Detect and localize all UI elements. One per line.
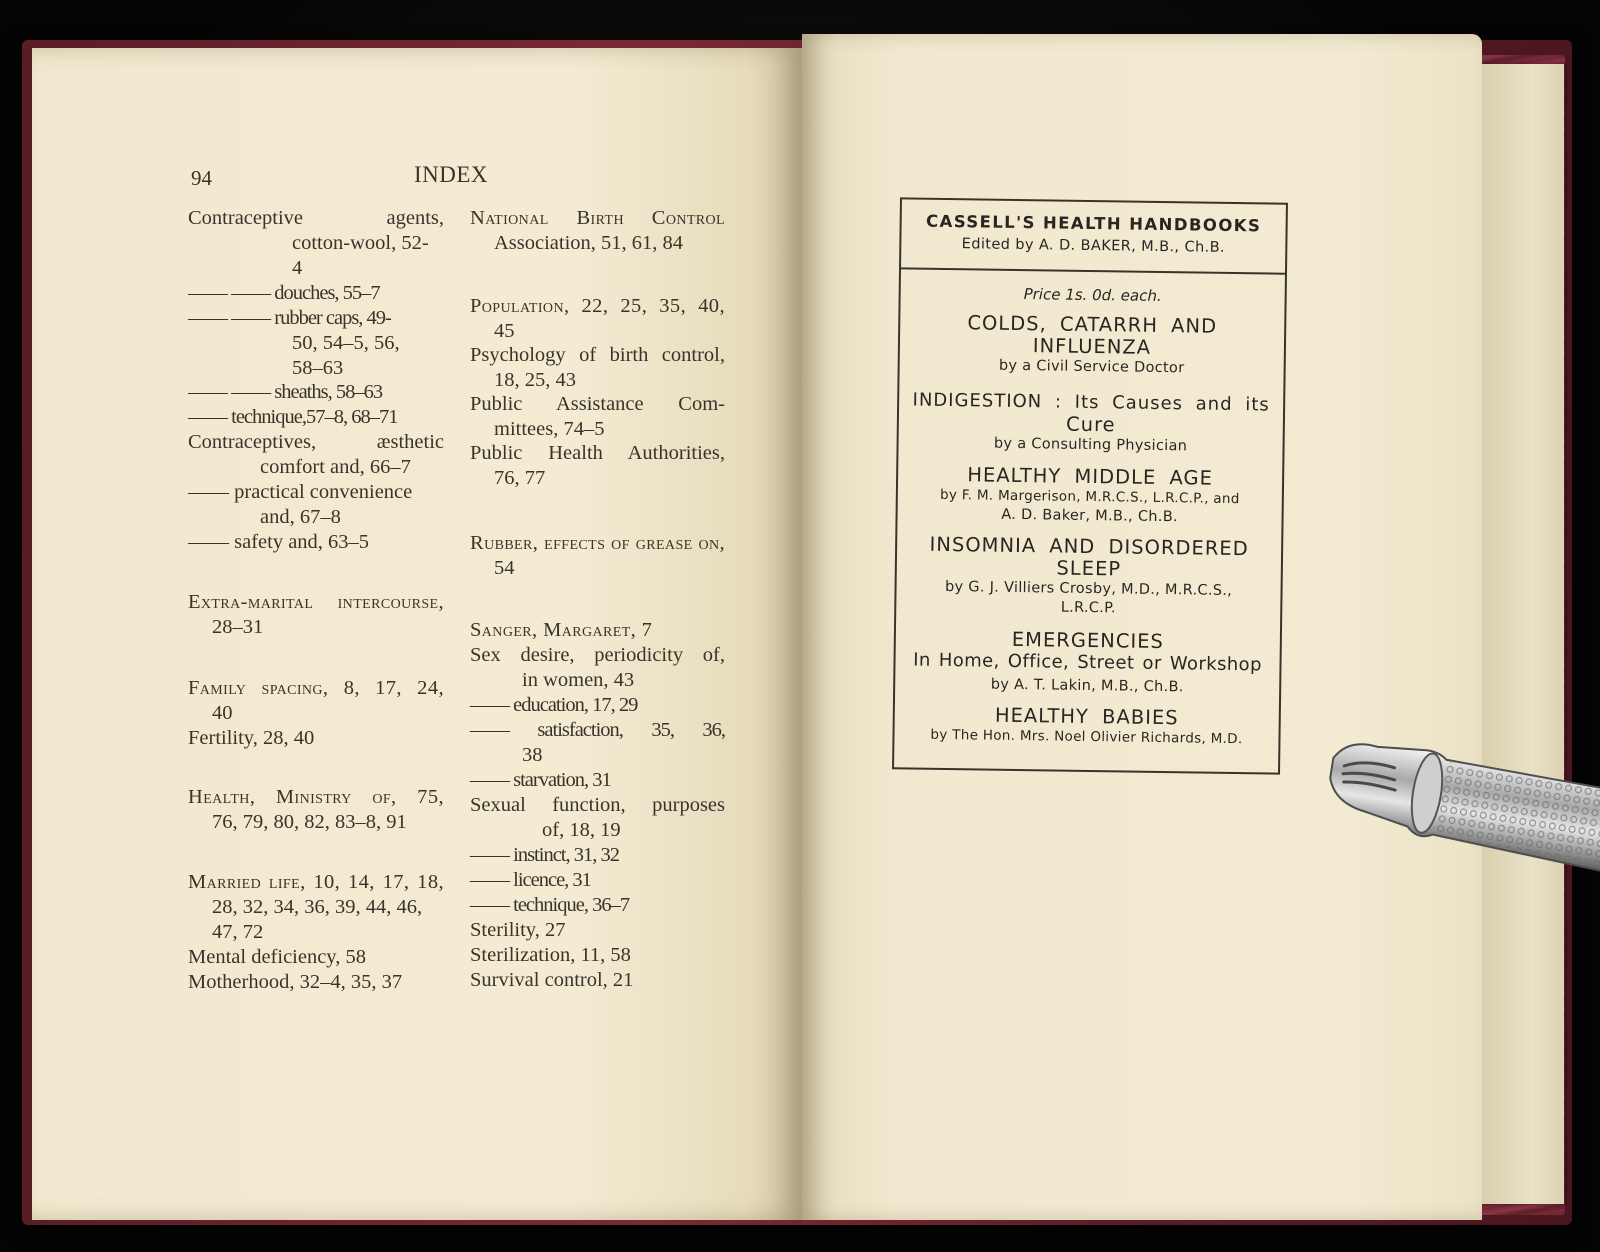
book-title: HEALTHY BABIES (994, 703, 1179, 730)
book-author: by a Consulting Physician (993, 435, 1188, 455)
index-line: Motherhood, 32–4, 35, 37 (188, 971, 403, 993)
index-entry (188, 281, 444, 306)
index-entry (188, 945, 444, 970)
index-entry (188, 480, 444, 530)
advert-box (892, 197, 1288, 774)
index-entry (188, 970, 444, 995)
index-line: 40 (212, 702, 233, 725)
book-title: COLDS, CATARRH AND (967, 311, 1218, 338)
index-entry (188, 870, 444, 946)
index-entry (470, 294, 725, 344)
index-line: —— —— douches, 55–7 (188, 282, 380, 304)
index-line: —— safety and, 63–5 (188, 531, 370, 553)
index-line: Rubber, effects of grease on, (470, 532, 725, 554)
index-line: 45 (494, 320, 515, 343)
book-title: EMERGENCIES (1011, 627, 1165, 654)
index-line: in women, 43 (522, 669, 635, 692)
index-line: —— —— sheaths, 58–63 (188, 381, 383, 403)
index-line: of, 18, 19 (542, 819, 621, 842)
index-entry (470, 531, 725, 581)
book-title: HEALTHY MIDDLE AGE (967, 463, 1214, 490)
index-line: National Birth Control (470, 207, 725, 229)
index-line: comfort and, 66–7 (260, 456, 411, 479)
book-listing (902, 533, 1275, 620)
book-title: INFLUENZA (1032, 334, 1152, 359)
index-entry (470, 843, 725, 868)
index-line: 38 (522, 744, 543, 767)
index-line: —— —— rubber caps, 49- (188, 307, 391, 329)
index-entry (188, 785, 444, 835)
index-entry (188, 726, 444, 751)
book-author: L.R.C.P. (1060, 599, 1116, 617)
index-line: —— licence, 31 (470, 869, 591, 891)
index-line: —— instinct, 31, 32 (470, 844, 619, 866)
index-entry (188, 430, 444, 480)
index-line: —— technique,57–8, 68–71 (188, 406, 398, 428)
index-line: Population, 22, 25, 35, 40, (470, 295, 725, 317)
page-stack-edge (1482, 64, 1564, 1204)
index-entry (470, 793, 725, 843)
book-author: by A. T. Lakin, M.B., Ch.B. (990, 676, 1184, 696)
index-entry (470, 968, 725, 993)
index-line: —— education, 17, 29 (470, 694, 638, 716)
index-line: 76, 77 (494, 467, 546, 490)
index-entry (470, 441, 725, 491)
index-line: 58–63 (292, 357, 344, 380)
index-line: Married life, 10, 14, 17, 18, (188, 871, 444, 893)
index-line: —— practical convenience (188, 481, 413, 503)
index-entry (470, 643, 725, 693)
index-entry (188, 405, 444, 430)
index-line: 50, 54–5, 56, (292, 332, 400, 355)
book-listing (906, 311, 1279, 379)
index-line: Fertility, 28, 40 (188, 727, 315, 749)
index-entry (470, 768, 725, 793)
series-editor: Edited by A. D. BAKER, M.B., Ch.B. (961, 236, 1226, 256)
book-title: INSOMNIA AND DISORDERED (929, 532, 1249, 561)
index-line: Sexual function, purposes (470, 794, 725, 816)
index-entry (470, 718, 725, 768)
index-entry (470, 943, 725, 968)
book-listing (901, 627, 1274, 698)
book-listing (903, 463, 1276, 528)
index-entry (470, 693, 725, 718)
index-entry (188, 590, 444, 640)
index-line: 28–31 (212, 616, 264, 639)
book-author: A. D. Baker, M.B., Ch.B. (1001, 506, 1179, 526)
index-entry (470, 618, 725, 643)
advert-header (901, 199, 1286, 274)
book-listing (904, 389, 1277, 457)
book-title: INDIGESTION : Its Causes and its (912, 389, 1270, 416)
index-line: Public Health Authorities, (470, 442, 725, 464)
index-line: Family spacing, 8, 17, 24, (188, 677, 444, 699)
index-line: —— starvation, 31 (470, 769, 611, 791)
index-line: —— technique, 36–7 (470, 894, 630, 916)
book-listing (900, 703, 1273, 749)
index-entry (470, 918, 725, 943)
price-line: Price 1s. 0d. each. (1023, 285, 1162, 305)
index-entry (470, 343, 725, 393)
index-entry (188, 676, 444, 726)
index-entry (188, 206, 444, 282)
book-author: by a Civil Service Doctor (998, 357, 1185, 377)
index-line: Contraceptive agents, (188, 207, 444, 229)
index-line: Extra-marital intercourse, (188, 591, 444, 613)
index-line: Psychology of birth control, (470, 344, 725, 366)
book-author: by F. M. Margerison, M.R.C.S., L.R.C.P., and (939, 486, 1240, 508)
index-entry (470, 893, 725, 918)
index-line: —— satisfaction, 35, 36, (470, 719, 725, 741)
index-line: 4 (292, 257, 303, 280)
index-line: 54 (494, 557, 515, 580)
index-line: Sex desire, periodicity of, (470, 644, 725, 666)
index-line: Mental deficiency, 58 (188, 946, 366, 968)
index-line: Sterilization, 11, 58 (470, 944, 631, 966)
index-entry (470, 868, 725, 893)
index-entry (188, 530, 444, 555)
index-line: Contraceptives, æsthetic (188, 431, 444, 453)
index-line: 18, 25, 43 (494, 369, 576, 392)
index-entry (470, 392, 725, 442)
index-line: 28, 32, 34, 36, 39, 44, 46, (212, 896, 423, 919)
index-line: Public Assistance Com- (470, 393, 725, 415)
page-number: 94 (191, 166, 212, 190)
index-line: Sterility, 27 (470, 919, 566, 941)
book-author: by G. J. Villiers Crosby, M.D., M.R.C.S., (944, 578, 1233, 599)
index-entry (188, 306, 444, 382)
index-line: 76, 79, 80, 82, 83–8, 91 (212, 811, 407, 834)
index-line: Sanger, Margaret, 7 (470, 619, 653, 641)
index-line: Association, 51, 61, 84 (494, 232, 684, 255)
index-entry (188, 380, 444, 405)
index-line: and, 67–8 (260, 506, 341, 529)
index-line: cotton-wool, 52- (292, 232, 429, 255)
book-title: SLEEP (1056, 556, 1122, 581)
index-entry (470, 206, 725, 256)
index-heading: INDEX (414, 162, 489, 187)
index-line: Survival control, 21 (470, 969, 634, 991)
index-line: Health, Ministry of, 75, (188, 786, 444, 808)
series-title: CASSELL'S HEALTH HANDBOOKS (925, 211, 1262, 236)
book-subtitle: In Home, Office, Street or Workshop (913, 649, 1262, 676)
index-line: 47, 72 (212, 921, 264, 944)
book-title: Cure (1065, 412, 1116, 437)
index-line: mittees, 74–5 (494, 418, 605, 441)
book-author: by The Hon. Mrs. Noel Olivier Richards, M.D. (930, 726, 1243, 748)
